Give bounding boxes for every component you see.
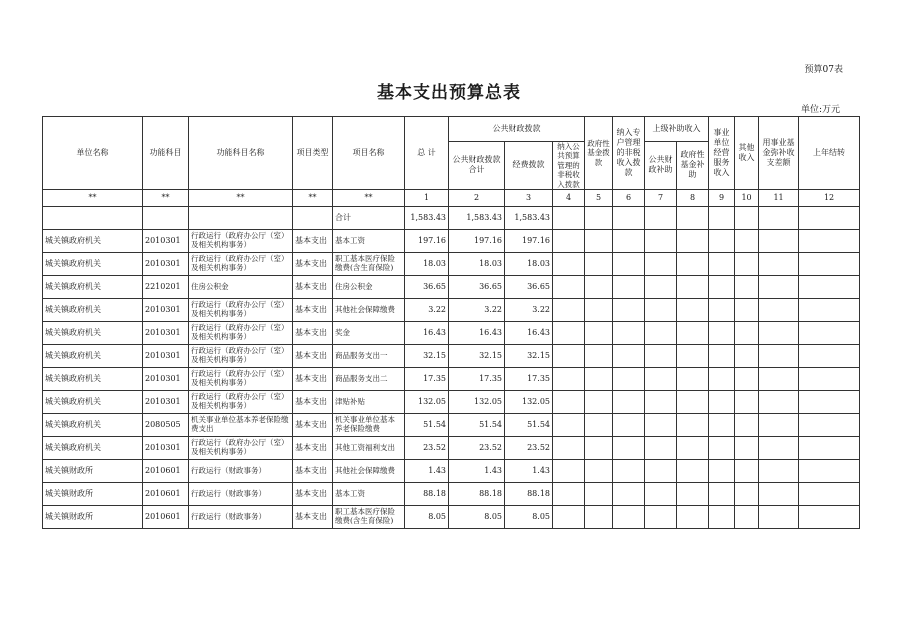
empty-cell (613, 321, 645, 344)
empty-cell (735, 229, 759, 252)
cell-operating: 51.54 (505, 413, 553, 436)
cell-proj-name: 奖金 (333, 321, 405, 344)
empty-cell (613, 413, 645, 436)
cell-proj-name: 基本工资 (333, 229, 405, 252)
empty-cell (709, 505, 735, 528)
empty-cell (799, 252, 860, 275)
table-row (43, 344, 860, 367)
cell-proj-type: 基本支出 (293, 367, 333, 390)
cell-proj-name: 机关事业单位基本养老保险缴费 (333, 413, 405, 436)
cell-general: 88.18 (449, 482, 505, 505)
empty-cell (677, 321, 709, 344)
empty-cell (613, 344, 645, 367)
empty-cell (553, 482, 585, 505)
cell-operating: 36.65 (505, 275, 553, 298)
empty-cell (759, 252, 799, 275)
code-cell: 9 (709, 189, 735, 206)
empty-cell (553, 344, 585, 367)
cell-unit-name: 城关镇政府机关 (43, 413, 143, 436)
total-value: 1,583.43 (405, 206, 449, 229)
header-other-income: 其他收入 (735, 117, 759, 190)
code-cell: 1 (405, 189, 449, 206)
cell-general: 18.03 (449, 252, 505, 275)
empty-cell (613, 482, 645, 505)
empty-cell (709, 367, 735, 390)
code-cell: ** (43, 189, 143, 206)
cell-func-code: 2010601 (143, 482, 189, 505)
empty-cell (799, 482, 860, 505)
empty-cell (553, 252, 585, 275)
header-business-income: 事业单位经营服务收入 (709, 117, 735, 190)
empty-cell (735, 413, 759, 436)
cell-total: 8.05 (405, 505, 449, 528)
empty-cell (799, 413, 860, 436)
empty-cell (585, 413, 613, 436)
cell-proj-name: 住房公积金 (333, 275, 405, 298)
empty-cell (613, 367, 645, 390)
empty-cell (645, 344, 677, 367)
cell-unit-name: 城关镇政府机关 (43, 229, 143, 252)
empty-cell (645, 367, 677, 390)
empty-cell (799, 344, 860, 367)
empty-cell (735, 436, 759, 459)
cell-operating: 88.18 (505, 482, 553, 505)
cell-func-code: 2010301 (143, 390, 189, 413)
empty-cell (585, 275, 613, 298)
cell-func-name: 行政运行（政府办公厅（室）及相关机构事务） (189, 344, 293, 367)
empty-cell (553, 367, 585, 390)
empty-cell (645, 436, 677, 459)
cell-func-code: 2010301 (143, 229, 189, 252)
empty-cell (585, 482, 613, 505)
header-func-name: 功能科目名称 (189, 117, 293, 190)
table-row (43, 298, 860, 321)
cell-proj-type: 基本支出 (293, 275, 333, 298)
code-cell: ** (189, 189, 293, 206)
empty-cell (585, 298, 613, 321)
cell-general: 23.52 (449, 436, 505, 459)
total-general: 1,583.43 (449, 206, 505, 229)
cell-total: 88.18 (405, 482, 449, 505)
code-row (43, 189, 860, 206)
empty-cell (585, 436, 613, 459)
empty-cell (759, 275, 799, 298)
cell-operating: 18.03 (505, 252, 553, 275)
code-cell: 8 (677, 189, 709, 206)
empty-cell (645, 229, 677, 252)
code-cell: 12 (799, 189, 860, 206)
cell-proj-name: 商品服务支出二 (333, 367, 405, 390)
empty-cell (759, 505, 799, 528)
empty-cell (553, 505, 585, 528)
cell-unit-name: 城关镇财政所 (43, 505, 143, 528)
empty-cell (735, 367, 759, 390)
empty-cell (585, 229, 613, 252)
table-row (43, 390, 860, 413)
cell-unit-name: 城关镇财政所 (43, 482, 143, 505)
empty-cell (709, 459, 735, 482)
code-cell: 2 (449, 189, 505, 206)
empty-cell (709, 252, 735, 275)
header-special-fund: 纳入专户管理的非税收入拨款 (613, 117, 645, 190)
cell-unit-name: 城关镇政府机关 (43, 344, 143, 367)
empty-cell (677, 252, 709, 275)
header-carryover: 上年结转 (799, 117, 860, 190)
cell-operating: 8.05 (505, 505, 553, 528)
empty-cell (759, 459, 799, 482)
cell-general: 17.35 (449, 367, 505, 390)
empty-cell (645, 275, 677, 298)
cell-func-name: 行政运行（政府办公厅（室）及相关机构事务） (189, 367, 293, 390)
code-cell: ** (143, 189, 189, 206)
header-gov-fund: 政府性基金拨款 (585, 117, 613, 190)
cell-func-name: 行政运行（政府办公厅（室）及相关机构事务） (189, 252, 293, 275)
cell-total: 197.16 (405, 229, 449, 252)
empty-cell (709, 275, 735, 298)
total-label: 合计 (333, 206, 405, 229)
empty-cell (645, 459, 677, 482)
cell-proj-type: 基本支出 (293, 505, 333, 528)
cell-proj-name: 基本工资 (333, 482, 405, 505)
header-unit-name: 单位名称 (43, 117, 143, 190)
empty-cell (735, 275, 759, 298)
cell-unit-name: 城关镇政府机关 (43, 390, 143, 413)
cell-unit-name: 城关镇政府机关 (43, 436, 143, 459)
empty-cell (553, 413, 585, 436)
cell-operating: 17.35 (505, 367, 553, 390)
cell-total: 51.54 (405, 413, 449, 436)
table-row (43, 505, 860, 528)
cell-proj-name: 其他社会保障缴费 (333, 298, 405, 321)
cell-general: 3.22 (449, 298, 505, 321)
table-row (43, 436, 860, 459)
empty-cell (799, 505, 860, 528)
cell-operating: 1.43 (505, 459, 553, 482)
empty-cell (585, 390, 613, 413)
empty-cell (677, 413, 709, 436)
empty-cell (677, 275, 709, 298)
header-sub-public: 公共财政补助 (645, 142, 677, 190)
empty-cell (553, 321, 585, 344)
empty-cell (735, 505, 759, 528)
empty-cell (759, 344, 799, 367)
code-cell: 11 (759, 189, 799, 206)
code-cell: 10 (735, 189, 759, 206)
cell-general: 8.05 (449, 505, 505, 528)
cell-func-name: 机关事业单位基本养老保险缴费支出 (189, 413, 293, 436)
cell-operating: 16.43 (505, 321, 553, 344)
header-general-budget: 公共财政拨款 (449, 117, 585, 142)
cell-total: 132.05 (405, 390, 449, 413)
empty-cell (735, 482, 759, 505)
empty-cell (677, 459, 709, 482)
empty-cell (759, 436, 799, 459)
empty-cell (709, 298, 735, 321)
cell-proj-name: 商品服务支出一 (333, 344, 405, 367)
empty-cell (645, 505, 677, 528)
cell-proj-type: 基本支出 (293, 436, 333, 459)
empty-cell (759, 413, 799, 436)
code-cell: 4 (553, 189, 585, 206)
code-cell: ** (333, 189, 405, 206)
empty-cell (799, 229, 860, 252)
cell-total: 36.65 (405, 275, 449, 298)
empty-cell (613, 436, 645, 459)
empty-cell (613, 229, 645, 252)
header-proj-type: 项目类型 (293, 117, 333, 190)
table-row (43, 252, 860, 275)
empty-cell (759, 229, 799, 252)
cell-operating: 132.05 (505, 390, 553, 413)
header-nonpublic: 纳入公共预算管理的非税收入拨款 (553, 142, 585, 190)
code-cell: 7 (645, 189, 677, 206)
code-cell: ** (293, 189, 333, 206)
cell-func-name: 行政运行（政府办公厅（室）及相关机构事务） (189, 298, 293, 321)
cell-proj-type: 基本支出 (293, 344, 333, 367)
empty-cell (799, 436, 860, 459)
cell-proj-type: 基本支出 (293, 229, 333, 252)
cell-func-code: 2010601 (143, 505, 189, 528)
empty-cell (759, 367, 799, 390)
empty-cell (799, 459, 860, 482)
empty-cell (709, 390, 735, 413)
header-superior-subsidy: 上级补助收入 (645, 117, 709, 142)
cell-func-name: 行政运行（政府办公厅（室）及相关机构事务） (189, 436, 293, 459)
empty-cell (759, 390, 799, 413)
empty-cell (613, 252, 645, 275)
cell-proj-name: 职工基本医疗保险缴费(含生育保险) (333, 505, 405, 528)
empty-cell (709, 482, 735, 505)
cell-unit-name: 城关镇政府机关 (43, 252, 143, 275)
cell-func-name: 行政运行（政府办公厅（室）及相关机构事务） (189, 390, 293, 413)
empty-cell (759, 482, 799, 505)
cell-total: 3.22 (405, 298, 449, 321)
header-total: 总 计 (405, 117, 449, 190)
empty-cell (553, 436, 585, 459)
empty-cell (645, 321, 677, 344)
cell-proj-type: 基本支出 (293, 390, 333, 413)
empty-cell (677, 229, 709, 252)
empty-cell (585, 252, 613, 275)
unit-label: 单位:万元 (800, 105, 840, 115)
empty-cell (735, 390, 759, 413)
empty-cell (645, 390, 677, 413)
cell-total: 23.52 (405, 436, 449, 459)
budget-table (42, 116, 860, 529)
cell-proj-type: 基本支出 (293, 413, 333, 436)
cell-proj-name: 其他社会保障缴费 (333, 459, 405, 482)
empty-cell (735, 344, 759, 367)
empty-cell (709, 436, 735, 459)
total-row (43, 206, 860, 229)
empty-cell (709, 344, 735, 367)
code-cell: 6 (613, 189, 645, 206)
empty-cell (585, 459, 613, 482)
cell-func-name: 行政运行（财政事务） (189, 482, 293, 505)
header-func-code: 功能科目 (143, 117, 189, 190)
cell-unit-name: 城关镇政府机关 (43, 321, 143, 344)
header-general-budget-total: 公共财政拨款合计 (449, 142, 505, 190)
empty-cell (677, 505, 709, 528)
table-row (43, 321, 860, 344)
header-sub-gov-fund: 政府性基金补助 (677, 142, 709, 190)
table-row (43, 482, 860, 505)
empty-cell (553, 229, 585, 252)
empty-cell (677, 367, 709, 390)
empty-cell (645, 298, 677, 321)
empty-cell (677, 436, 709, 459)
code-cell: 5 (585, 189, 613, 206)
cell-func-code: 2010301 (143, 367, 189, 390)
empty-cell (613, 390, 645, 413)
cell-general: 16.43 (449, 321, 505, 344)
cell-func-code: 2010301 (143, 344, 189, 367)
empty-cell (585, 367, 613, 390)
cell-unit-name: 城关镇政府机关 (43, 275, 143, 298)
cell-func-code: 2010601 (143, 459, 189, 482)
cell-total: 1.43 (405, 459, 449, 482)
cell-func-name: 行政运行（财政事务） (189, 459, 293, 482)
cell-proj-type: 基本支出 (293, 459, 333, 482)
empty-cell (645, 252, 677, 275)
cell-unit-name: 城关镇政府机关 (43, 367, 143, 390)
empty-cell (553, 390, 585, 413)
cell-proj-name: 津贴补贴 (333, 390, 405, 413)
cell-func-name: 行政运行（政府办公厅（室）及相关机构事务） (189, 229, 293, 252)
total-operating: 1,583.43 (505, 206, 553, 229)
empty-cell (585, 344, 613, 367)
cell-func-code: 2210201 (143, 275, 189, 298)
empty-cell (613, 275, 645, 298)
cell-proj-name: 职工基本医疗保险缴费(含生育保险) (333, 252, 405, 275)
empty-cell (677, 344, 709, 367)
empty-cell (585, 505, 613, 528)
cell-total: 32.15 (405, 344, 449, 367)
cell-unit-name: 城关镇政府机关 (43, 298, 143, 321)
empty-cell (799, 275, 860, 298)
cell-total: 16.43 (405, 321, 449, 344)
empty-cell (799, 390, 860, 413)
empty-cell (709, 229, 735, 252)
cell-proj-type: 基本支出 (293, 482, 333, 505)
cell-general: 1.43 (449, 459, 505, 482)
empty-cell (799, 367, 860, 390)
code-cell: 3 (505, 189, 553, 206)
cell-proj-type: 基本支出 (293, 252, 333, 275)
cell-func-name: 行政运行（政府办公厅（室）及相关机构事务） (189, 321, 293, 344)
page-title: 基本支出预算总表 (377, 83, 521, 103)
cell-func-code: 2010301 (143, 298, 189, 321)
cell-proj-name: 其他工资福利支出 (333, 436, 405, 459)
cell-func-code: 2010301 (143, 252, 189, 275)
empty-cell (645, 413, 677, 436)
cell-general: 51.54 (449, 413, 505, 436)
empty-cell (759, 321, 799, 344)
table-row (43, 367, 860, 390)
cell-general: 36.65 (449, 275, 505, 298)
empty-cell (735, 298, 759, 321)
empty-cell (709, 321, 735, 344)
empty-cell (709, 413, 735, 436)
form-code: 预算07表 (804, 65, 843, 75)
empty-cell (735, 459, 759, 482)
cell-func-code: 2080505 (143, 413, 189, 436)
header-operating: 经费拨款 (505, 142, 553, 190)
table-row (43, 275, 860, 298)
empty-cell (585, 321, 613, 344)
empty-cell (553, 459, 585, 482)
cell-proj-type: 基本支出 (293, 298, 333, 321)
empty-cell (735, 321, 759, 344)
cell-func-code: 2010301 (143, 321, 189, 344)
empty-cell (799, 298, 860, 321)
empty-cell (553, 275, 585, 298)
empty-cell (613, 459, 645, 482)
empty-cell (613, 505, 645, 528)
empty-cell (677, 482, 709, 505)
empty-cell (553, 298, 585, 321)
table-row (43, 459, 860, 482)
cell-func-name: 住房公积金 (189, 275, 293, 298)
cell-total: 18.03 (405, 252, 449, 275)
table-row (43, 229, 860, 252)
empty-cell (613, 298, 645, 321)
cell-unit-name: 城关镇财政所 (43, 459, 143, 482)
table-row (43, 413, 860, 436)
cell-general: 32.15 (449, 344, 505, 367)
cell-general: 197.16 (449, 229, 505, 252)
cell-total: 17.35 (405, 367, 449, 390)
cell-operating: 3.22 (505, 298, 553, 321)
header-balance: 用事业基金弥补收支差额 (759, 117, 799, 190)
cell-operating: 197.16 (505, 229, 553, 252)
cell-func-code: 2010301 (143, 436, 189, 459)
cell-proj-type: 基本支出 (293, 321, 333, 344)
empty-cell (645, 482, 677, 505)
cell-operating: 32.15 (505, 344, 553, 367)
empty-cell (799, 321, 860, 344)
empty-cell (677, 298, 709, 321)
cell-operating: 23.52 (505, 436, 553, 459)
header-proj-name: 项目名称 (333, 117, 405, 190)
empty-cell (677, 390, 709, 413)
empty-cell (759, 298, 799, 321)
cell-general: 132.05 (449, 390, 505, 413)
cell-func-name: 行政运行（财政事务） (189, 505, 293, 528)
empty-cell (735, 252, 759, 275)
